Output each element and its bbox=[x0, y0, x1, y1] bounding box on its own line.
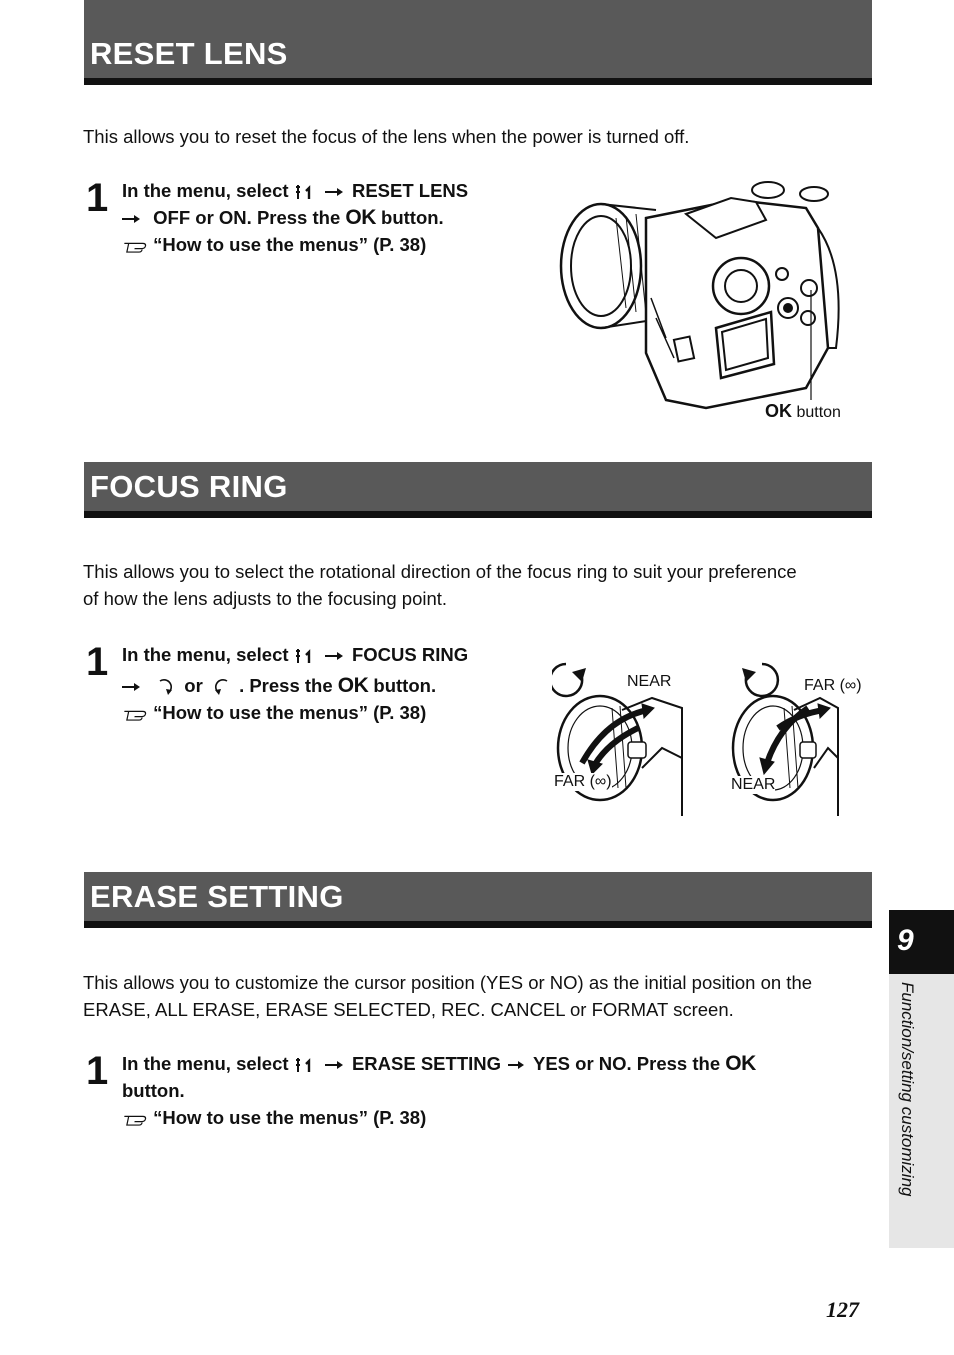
page-number: 127 bbox=[826, 1297, 859, 1322]
step-text: OFF or ON. Press the bbox=[153, 207, 341, 228]
rotate-counterclockwise-icon bbox=[153, 676, 175, 698]
direction-label: FAR (∞) bbox=[554, 773, 612, 790]
ok-glyph: OK bbox=[765, 401, 792, 421]
direction-label: NEAR bbox=[627, 673, 672, 690]
section-banner-focus-ring bbox=[84, 462, 872, 518]
step-text: button. bbox=[373, 675, 437, 696]
ok-glyph: OK bbox=[345, 206, 376, 229]
ok-button-caption bbox=[765, 401, 841, 422]
menu-item-name: RESET LENS bbox=[351, 180, 469, 201]
arrow-right-icon bbox=[122, 681, 148, 693]
intro-text: This allows you to customize the cursor position (YES or NO) as the initial position on the ERASE, ALL ERASE, ERASE SELECTED, REC. CANCEL or FORMAT screen. bbox=[83, 972, 813, 1020]
arrow-right-icon bbox=[321, 650, 347, 662]
menu-item-name: FOCUS RING bbox=[351, 644, 469, 665]
intro-text: This allows you to select the rotational direction of the focus ring to suit your preference of how the lens adjusts to the focusing point. bbox=[83, 561, 797, 609]
intro-text: This allows you to reset the focus of the lens when the power is turned off. bbox=[83, 126, 690, 147]
reference-link[interactable]: “How to use the menus” (P. 38) bbox=[153, 1107, 427, 1128]
step-number: 1 bbox=[86, 640, 109, 684]
step-text: In the menu, select bbox=[122, 180, 289, 201]
direction-label: FAR (∞) bbox=[804, 677, 862, 694]
section-title: FOCUS RING bbox=[90, 469, 288, 504]
rotate-clockwise-icon bbox=[212, 676, 234, 698]
step-instruction bbox=[122, 177, 468, 258]
step-instruction bbox=[122, 641, 468, 726]
step-text: In the menu, select bbox=[122, 644, 289, 665]
reference-hand-icon bbox=[122, 237, 148, 255]
reference-hand-icon bbox=[122, 705, 148, 723]
custom-menu-tab-icon bbox=[294, 646, 316, 666]
section-title: ERASE SETTING bbox=[90, 879, 344, 914]
step-text: YES or NO. Press the bbox=[532, 1053, 721, 1074]
step-text: or bbox=[184, 675, 203, 696]
step-text: In the menu, select bbox=[122, 1053, 289, 1074]
section-banner-reset-lens bbox=[84, 0, 872, 85]
camera-back-illustration bbox=[556, 178, 856, 414]
chapter-tab[interactable] bbox=[889, 974, 954, 1248]
reference-link[interactable]: “How to use the menus” (P. 38) bbox=[153, 234, 427, 255]
custom-menu-tab-icon bbox=[294, 1055, 316, 1075]
step-text: . Press the bbox=[239, 675, 333, 696]
chapter-tab-number[interactable]: 9 bbox=[889, 910, 954, 974]
arrow-right-icon bbox=[122, 213, 148, 225]
ok-glyph: OK bbox=[337, 674, 369, 697]
custom-menu-tab-icon bbox=[294, 182, 316, 202]
menu-item-name: ERASE SETTING bbox=[351, 1053, 502, 1074]
step-text: button. bbox=[122, 1080, 185, 1101]
step-number: 1 bbox=[86, 176, 109, 220]
arrow-right-icon bbox=[506, 1059, 528, 1071]
reference-hand-icon bbox=[122, 1110, 148, 1128]
section-banner-erase-setting bbox=[84, 872, 872, 928]
arrow-right-icon bbox=[321, 186, 347, 198]
step-number: 1 bbox=[86, 1049, 109, 1093]
direction-label: NEAR bbox=[731, 776, 776, 793]
caption-text: button bbox=[796, 404, 841, 421]
step-instruction bbox=[122, 1050, 842, 1131]
step-text: button. bbox=[381, 207, 444, 228]
section-title: RESET LENS bbox=[90, 36, 288, 71]
chapter-tab-label: Function/setting customizing bbox=[898, 982, 917, 1197]
ok-glyph: OK bbox=[725, 1052, 756, 1075]
arrow-right-icon bbox=[321, 1059, 347, 1071]
reference-link[interactable]: “How to use the menus” (P. 38) bbox=[153, 702, 427, 723]
